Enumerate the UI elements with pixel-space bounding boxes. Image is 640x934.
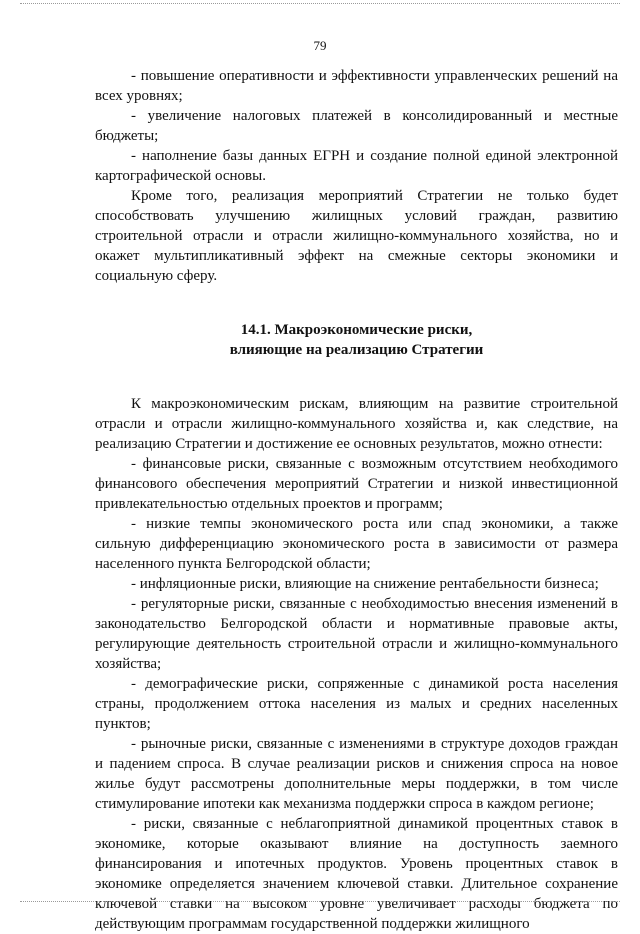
risk-item: - финансовые риски, связанные с возможным отсутствием необходимого финансового обеспечения мероприятий Стратегии и низкой инвестиционной привлекательностью отдельных проектов и программ; xyxy=(95,456,618,512)
scan-bottom-border xyxy=(20,901,620,902)
risk-item: - демографические риски, сопряженные с динамикой роста населения страны, продолжением оттока населения из малых и средних населенных пунктов; xyxy=(95,676,618,732)
risk-item: - риски, связанные с неблагоприятной динамикой процентных ставок в экономике, которые оказывают влияние на доступность заемного финансирования и ипотечных продуктов. Уровень процентных ставок в экономике определяется значением ключевой ставки. Длительное сохранение ключевой ставки на высоком уровне увеличивает расходы бюджета по действующим программам государственной поддержки жилищного xyxy=(95,816,618,932)
risk-item: - инфляционные риски, влияющие на снижение рентабельности бизнеса; xyxy=(131,576,599,592)
section-lead: К макроэкономическим рискам, влияющим на развитие строительной отрасли и отрасли жилищно-коммунального хозяйства и, как следствие, на реализацию Стратегии и достижение ее основных результатов, можно отнести: xyxy=(95,396,618,452)
document-body xyxy=(95,66,618,934)
section-title-line1: 14.1. Макроэкономические риски, xyxy=(240,322,473,338)
intro-paragraph: Кроме того, реализация мероприятий Стратегии не только будет способствовать улучшению жилищных условий граждан, развитию строительной отрасли и отрасли жилищно-коммунального хозяйства, но и окажет мультипликативный эффект на смежные секторы экономики и социальную сферу. xyxy=(95,188,618,284)
risk-item: - рыночные риски, связанные с изменениями в структуре доходов граждан и падением спроса. В случае реализации рисков и снижения спроса на новое жилье будут рассмотрены дополнительные меры поддержки, в том числе стимулирование ипотеки как механизма поддержки спроса в каждом регионе; xyxy=(95,736,618,812)
intro-item: - увеличение налоговых платежей в консолидированный и местные бюджеты; xyxy=(95,108,618,144)
risk-item: - низкие темпы экономического роста или спад экономики, а также сильную дифференциацию экономического роста в зависимости от размера населенного пункта Белгородской области; xyxy=(95,516,618,572)
intro-item: - повышение оперативности и эффективности управленческих решений на всех уровнях; xyxy=(95,68,618,104)
scan-top-border xyxy=(20,3,620,4)
section-title-line2: влияющие на реализацию Стратегии xyxy=(229,342,484,358)
risk-item: - регуляторные риски, связанные с необходимостью внесения изменений в законодательство Белгородской области и нормативные правовые акты, регулирующие деятельность строительной отрасли и жилищно-коммунального хозяйства; xyxy=(95,596,618,672)
page-number: 79 xyxy=(313,38,327,53)
intro-item: - наполнение базы данных ЕГРН и создание полной единой электронной картографической основы. xyxy=(95,148,618,184)
